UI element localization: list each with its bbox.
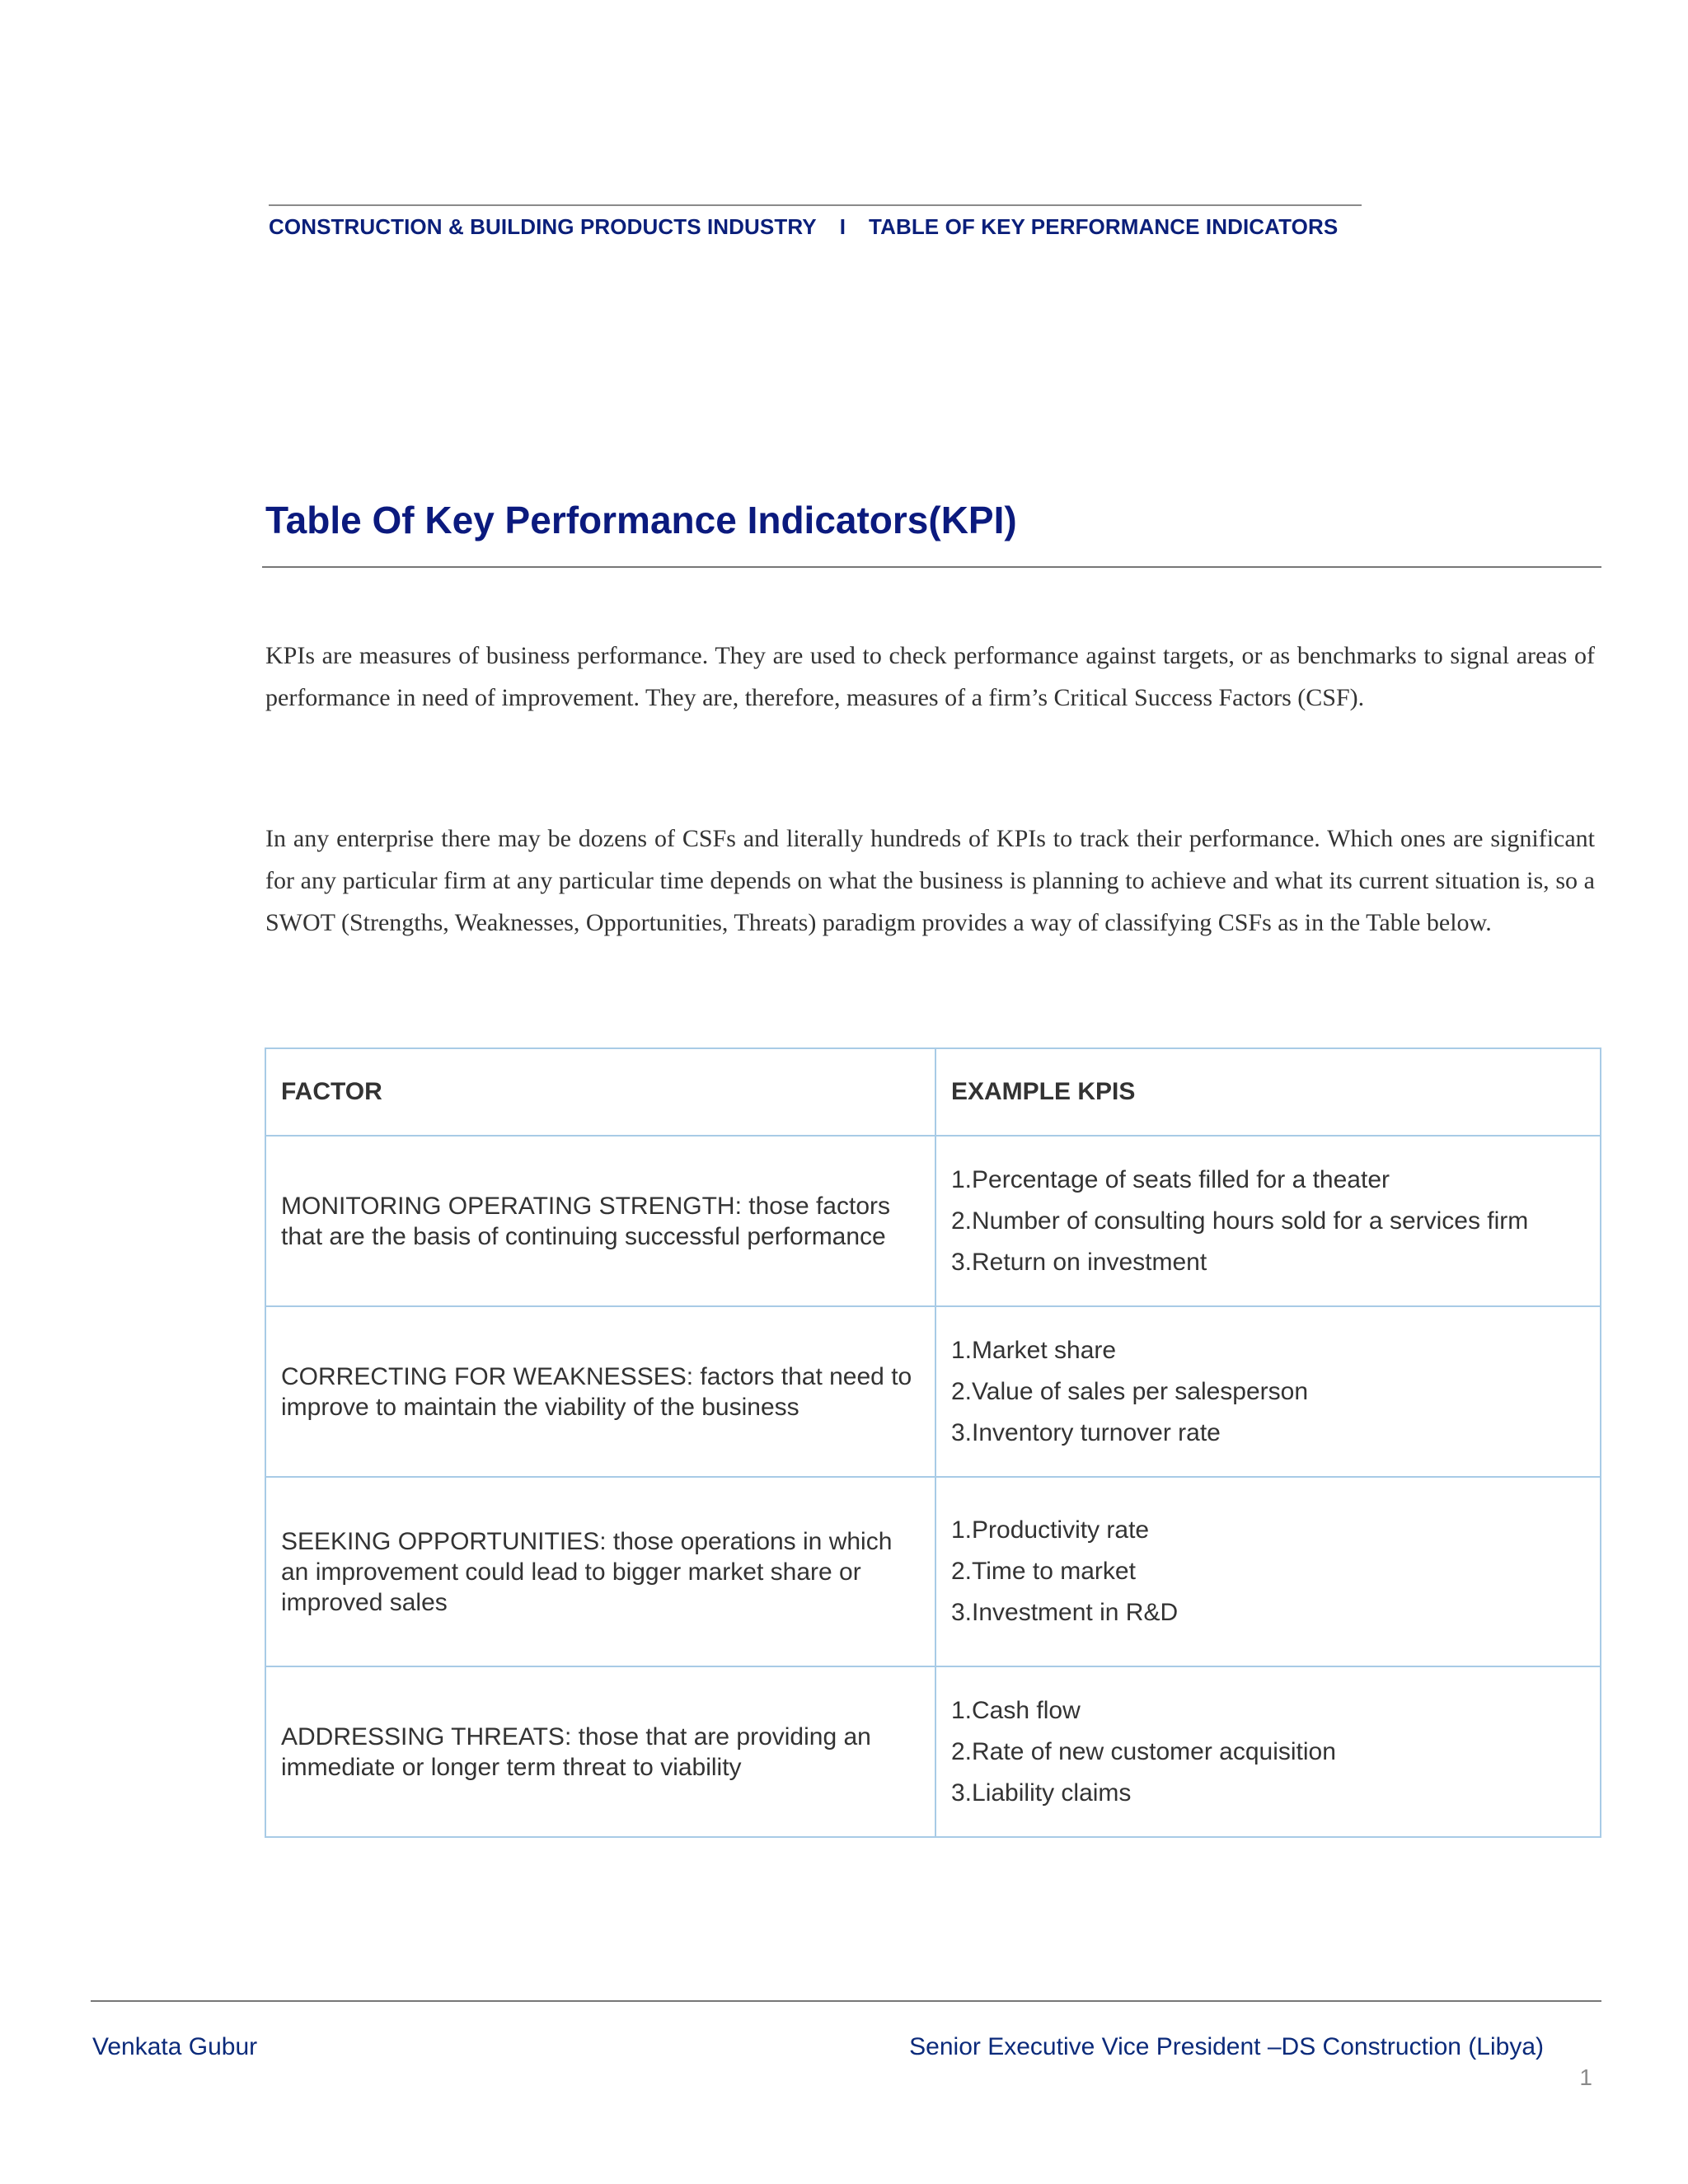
factor-cell (265, 1136, 935, 1306)
column-header-example-kpis: EXAMPLE KPIS (935, 1048, 1601, 1136)
column-header-factor: FACTOR (265, 1048, 935, 1136)
footer-position: Senior Executive Vice President –DS Construction (Libya) (909, 2033, 1544, 2060)
table-row (265, 1306, 1601, 1477)
page-number: 1 (1579, 2064, 1592, 2090)
header-industry: CONSTRUCTION & BUILDING PRODUCTS INDUSTRY (269, 214, 817, 239)
kpi-item: 3.Liability claims (951, 1779, 1132, 1807)
table-row (265, 1666, 1601, 1837)
kpi-cell (935, 1306, 1601, 1477)
footer-author: Venkata Gubur (92, 2033, 258, 2060)
factor-text: SEEKING OPPORTUNITIES: those operations in which an improvement could lead to bigger market share or improved sales (281, 1527, 893, 1616)
kpi-item: 1.Productivity rate (951, 1516, 1150, 1544)
header-divider (269, 204, 1362, 206)
page-title: Table Of Key Performance Indicators(KPI) (265, 499, 1017, 541)
kpi-list (951, 1330, 1585, 1454)
factor-text: MONITORING OPERATING STRENGTH: those factors that are the basis of continuing successful performance (281, 1192, 890, 1250)
factor-text: ADDRESSING THREATS: those that are providing an immediate or longer term threat to viability (281, 1722, 871, 1781)
header-separator: I (839, 214, 846, 239)
kpi-item: 3.Inventory turnover rate (951, 1418, 1221, 1446)
table-row (265, 1477, 1601, 1666)
kpi-list (951, 1690, 1585, 1814)
header-section: TABLE OF KEY PERFORMANCE INDICATORS (869, 214, 1339, 239)
kpi-cell (935, 1477, 1601, 1666)
kpi-table (265, 1047, 1601, 1838)
table-header-row (265, 1048, 1601, 1136)
kpi-item: 2.Time to market (951, 1558, 1136, 1585)
kpi-item: 1.Market share (951, 1336, 1117, 1364)
factor-cell (265, 1477, 935, 1666)
factor-text: CORRECTING FOR WEAKNESSES: factors that need to improve to maintain the viability of the business (281, 1362, 912, 1421)
kpi-item: 3.Investment in R&D (951, 1599, 1179, 1626)
kpi-item: 2.Number of consulting hours sold for a services firm (951, 1207, 1529, 1235)
kpi-item: 3.Return on investment (951, 1248, 1207, 1276)
kpi-cell (935, 1666, 1601, 1837)
kpi-cell (935, 1136, 1601, 1306)
kpi-item: 1.Percentage of seats filled for a theater (951, 1165, 1390, 1193)
kpi-list (951, 1160, 1585, 1283)
title-divider (262, 566, 1601, 568)
footer-divider (91, 2000, 1601, 2002)
intro-paragraph: KPIs are measures of business performance. They are used to check performance against targets, or as benchmarks to signal areas of performance in need of improvement. They are, therefore, measures of a firm’s Critical Success Factors (CSF). (265, 642, 1595, 711)
table-row (265, 1136, 1601, 1306)
kpi-list (951, 1510, 1585, 1633)
kpi-item: 1.Cash flow (951, 1696, 1081, 1724)
factor-cell (265, 1306, 935, 1477)
swot-paragraph: In any enterprise there may be dozens of CSFs and literally hundreds of KPIs to track their performance. Which ones are significant for any particular firm at any particular time depends on what the business is planning to achieve and what its current situation is, so a SWOT (Strengths, Weaknesses, Opportunities, Threats) paradigm provides a way of classifying CSFs as in the Table below. (265, 825, 1595, 936)
running-header (269, 214, 1365, 240)
factor-cell (265, 1666, 935, 1837)
kpi-item: 2.Rate of new customer acquisition (951, 1737, 1336, 1765)
kpi-item: 2.Value of sales per salesperson (951, 1377, 1309, 1405)
